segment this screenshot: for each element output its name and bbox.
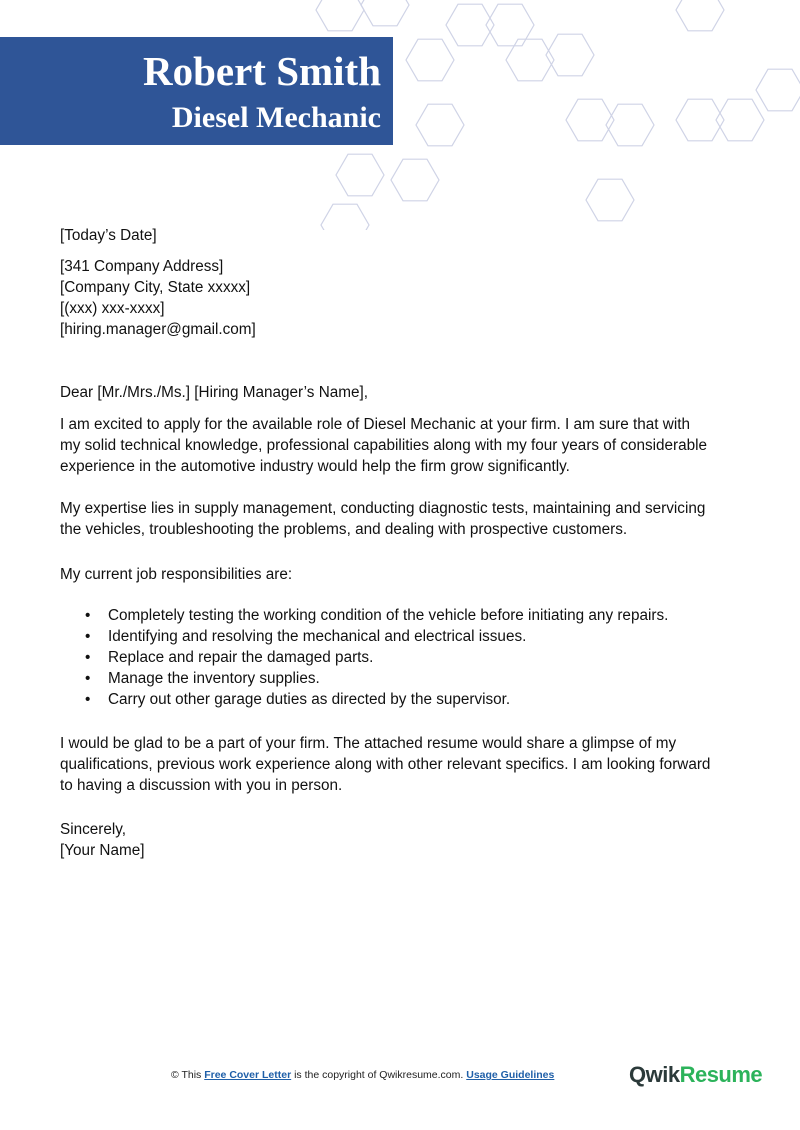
qwikresume-logo: QwikResume <box>629 1062 763 1087</box>
paragraph-line: I am excited to apply for the available role of Diesel Mechanic at your firm. I am sure that with <box>60 416 691 433</box>
address-line: [(xxx) xxx-xxxx] <box>60 300 165 317</box>
hexagon-shape <box>756 69 800 111</box>
list-item: • Replace and repair the damaged parts. <box>85 649 374 666</box>
hexagon-shape <box>321 204 369 230</box>
list-item: • Completely testing the working condition of the vehicle before initiating any repairs. <box>85 607 669 624</box>
bullet-icon: • <box>85 670 91 687</box>
address-line: [hiring.manager@gmail.com] <box>60 321 256 338</box>
free-cover-letter-link[interactable]: Free Cover Letter <box>204 1069 292 1081</box>
bullet-icon: • <box>85 691 91 708</box>
paragraph-line: experience in the automotive industry would help the firm grow significantly. <box>60 458 570 475</box>
hexagon-shape <box>606 104 654 146</box>
bullet-icon: • <box>85 628 91 645</box>
hexagon-shape <box>716 99 764 141</box>
address-line: [341 Company Address] <box>60 258 224 275</box>
hexagon-shape <box>391 159 439 201</box>
responsibilities-intro: My current job responsibilities are: <box>60 566 293 583</box>
hexagon-shape <box>676 0 724 31</box>
hexagon-shape <box>446 4 494 46</box>
paragraph-line: qualifications, previous work experience along with other relevant specifics. I am looking forward <box>60 756 711 773</box>
hexagon-shape <box>416 104 464 146</box>
salutation: Dear [Mr./Mrs./Ms.] [Hiring Manager’s Name], <box>60 384 368 401</box>
hexagon-shape <box>586 179 634 221</box>
list-item: • Carry out other garage duties as directed by the supervisor. <box>85 691 511 708</box>
hexagon-shape <box>316 0 364 31</box>
hexagon-shape <box>546 34 594 76</box>
paragraph-line: I would be glad to be a part of your firm. The attached resume would share a glimpse of my <box>60 735 677 752</box>
bullet-icon: • <box>85 607 91 624</box>
responsibilities-list <box>60 605 668 710</box>
paragraph-line: to having a discussion with you in person. <box>60 777 343 794</box>
hexagon-shape <box>336 154 384 196</box>
list-item: • Identifying and resolving the mechanical and electrical issues. <box>85 628 527 645</box>
usage-guidelines-link[interactable]: Usage Guidelines <box>466 1069 555 1081</box>
hexagon-shape <box>406 39 454 81</box>
hexagon-shape <box>566 99 614 141</box>
copyright-footer: © This Free Cover Letter is the copyright of Qwikresume.com. Usage Guidelines <box>171 1069 555 1081</box>
address-line: [Company City, State xxxxx] <box>60 279 251 296</box>
hexagon-shape <box>676 99 724 141</box>
signature: [Your Name] <box>60 842 145 859</box>
applicant-job-title: Diesel Mechanic <box>171 101 381 134</box>
hexagon-shape <box>361 0 409 26</box>
bullet-icon: • <box>85 649 91 666</box>
date: [Today’s Date] <box>60 227 157 244</box>
list-item: • Manage the inventory supplies. <box>85 670 320 687</box>
paragraph-line: my solid technical knowledge, professional capabilities along with my four years of considerable <box>60 437 708 454</box>
applicant-name: Robert Smith <box>142 48 381 94</box>
closing: Sincerely, <box>60 821 127 838</box>
header-banner <box>0 37 393 145</box>
paragraph-line: My expertise lies in supply management, conducting diagnostic tests, maintaining and servicing <box>60 500 706 517</box>
paragraph-line: the vehicles, troubleshooting the problems, and dealing with prospective customers. <box>60 521 628 538</box>
